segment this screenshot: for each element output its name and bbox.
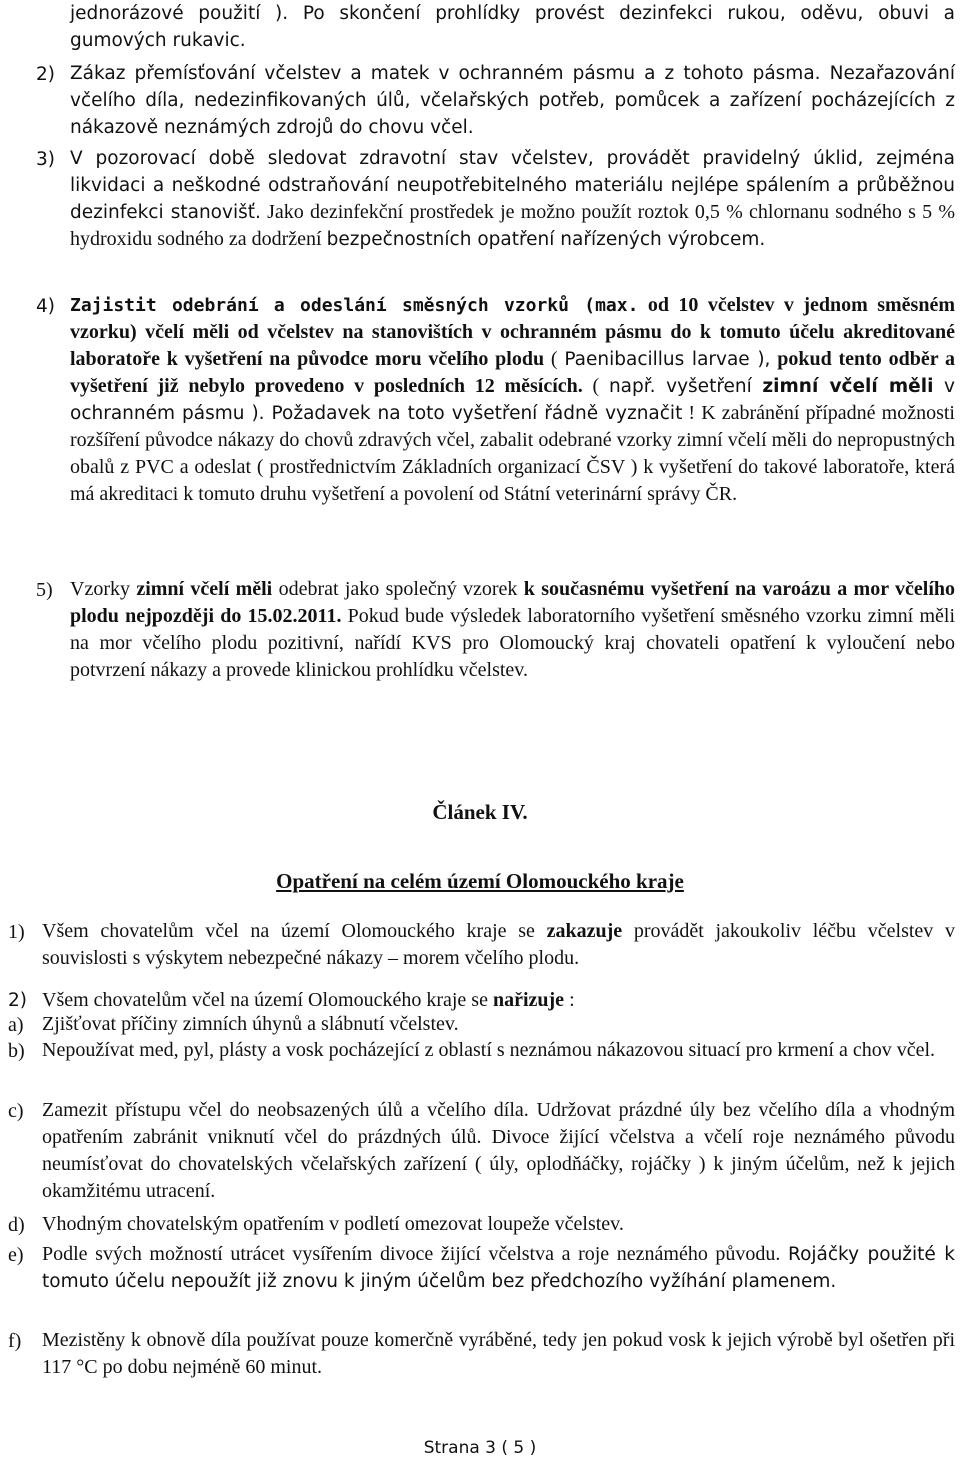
list-item-letter: d) bbox=[8, 1214, 25, 1236]
list-item-text: Všem chovatelům včel na území Olomouckého kraje se bbox=[42, 920, 547, 942]
list-item-letter: c) bbox=[8, 1100, 24, 1122]
list-item-f bbox=[42, 1327, 955, 1381]
item-4-text-d: např. vyšetření bbox=[608, 376, 763, 397]
item-4-bold-c: pokud tento odběr a vyšetření již nebylo provedeno v posledních 12 měsících. bbox=[70, 348, 955, 397]
list-item-text: Vhodným chovatelským opatřením v podletí omezovat loupeže včelstev. bbox=[42, 1213, 624, 1235]
page-footer: Strana 3 ( 5 ) bbox=[423, 1438, 537, 1458]
item-5-bold-b: k současnému vyšetření na varoázu a mor včelího plodu nejpozději do 15.02.2011. bbox=[70, 578, 956, 627]
list-item-letter: b) bbox=[8, 1040, 25, 1062]
list-item-letter: a) bbox=[8, 1014, 24, 1036]
list-item-bold: nařizuje bbox=[492, 989, 565, 1011]
list-item-number: 1) bbox=[8, 921, 25, 943]
paragraph-item-5 bbox=[70, 576, 955, 684]
paragraph-item-3 bbox=[70, 145, 955, 253]
item-4-text-e: v ochranném pásmu ). bbox=[70, 376, 955, 424]
paragraph-item-2 bbox=[70, 60, 955, 141]
item-2-text: Zákaz přemísťování včelstev a matek v ochranném pásmu a z tohoto pásma. Nezařazování včelího díla, nedezinfikovaných úlů, včelařských potřeb, pomůcek a zařízení pocházejících z nákazově neznámých zdrojů do chovu včel. bbox=[70, 63, 955, 138]
item-4-text-c: ( bbox=[582, 375, 609, 397]
item-4-text-f: Požadavek na toto vyšetření řádně vyznačit bbox=[271, 403, 683, 424]
list-item-text: Nepoužívat med, pyl, plásty a vosk pocházející z oblastí s neznámou nákazovou situací pro krmení a chov včel. bbox=[42, 1039, 936, 1061]
item-4-bold-d: zimní včelí měli bbox=[762, 376, 934, 397]
list-item-text-post: : bbox=[564, 989, 575, 1011]
list-item-bold: zakazuje bbox=[546, 920, 623, 942]
item-5-text-c: Pokud bude výsledek laboratorního vyšetření směsného vzorku zimní měli na mor včelího plodu pozitivní, nařídí KVS pro Olomoucký kraj chovateli opatření k vyloučení nebo potvrzení nákazy a provede klinickou prohlídku včelstev. bbox=[70, 605, 955, 681]
list-item-text-post: provádět jakoukoliv léčbu včelstev v souvislosti s výskytem nebezpečné nákazy – morem včelího plodu. bbox=[42, 920, 955, 969]
list-item-a bbox=[42, 1011, 955, 1038]
list-item-b bbox=[42, 1037, 955, 1064]
item-4-bold-a: Zajistit odebrání a odeslání směsných vzorků (max. bbox=[70, 295, 639, 316]
list-item-c bbox=[42, 1097, 955, 1205]
list-item-text-sans: Rojáčky použité k tomuto účelu nepoužít již znovu k jiným účelům bez předchozího vyžíhání plamenem. bbox=[42, 1244, 955, 1292]
paragraph-item-4 bbox=[70, 292, 955, 508]
list-item-1 bbox=[42, 918, 955, 972]
article-title: Článek IV. bbox=[432, 800, 528, 824]
item-number: 3) bbox=[36, 149, 55, 170]
list-item-text: Všem chovatelům včel na území Olomouckého kraje se bbox=[42, 989, 493, 1011]
item-number: 5) bbox=[36, 579, 53, 601]
item-5-text-b: odebrat jako společný vzorek bbox=[272, 578, 524, 600]
list-item-text: Zjišťovat příčiny zimních úhynů a slábnutí včelstev. bbox=[42, 1013, 459, 1035]
item-3-text-c: bezpečnostních opatření nařízených výrobcem. bbox=[326, 229, 766, 250]
item-number: 4) bbox=[36, 296, 55, 317]
item-4-text-b: Paenibacillus larvae ), bbox=[564, 349, 771, 370]
list-item-text: Zamezit přístupu včel do neobsazených úlů a včelího díla. Udržovat prázdné úly bez včelího díla a vhodným opatřením zabránit vniknutí včel do prázdných úlů. Divoce žijící včelstva a včelí roje neznámého původu neumísťovat do chovatelských včelařských zařízení ( úly, oplodňáčky, rojáčky ) k jiným účelům, než k jejich okamžitému utracení. bbox=[42, 1099, 955, 1202]
list-item-number: 2) bbox=[8, 990, 27, 1011]
continuation-text: jednorázové použití ). Po skončení prohlídky provést dezinfekci rukou, oděvu, obuvi a gumových rukavic. bbox=[70, 3, 955, 51]
paragraph-continuation bbox=[70, 0, 955, 54]
item-5-text-a: Vzorky bbox=[70, 578, 137, 600]
item-4-bold-b: od 10 včelstev v jednom směsném vzorku) včelí měli od včelstev na stanovištích v ochranném pásmu do k tomuto účelu akreditované laboratoře k vyšetření na původce moru včelího plodu bbox=[70, 294, 955, 370]
list-item-text: Podle svých možností utrácet vysířením divoce žijící včelstva a roje neznámého původu. bbox=[42, 1243, 781, 1265]
list-item-e bbox=[42, 1241, 955, 1295]
item-3-text-b: Jako dezinfekční prostředek je možno použít roztok 0,5 % chlornanu sodného s 5 % hydroxidu sodného za dodržení bbox=[70, 201, 955, 250]
item-4-text-a: ( bbox=[544, 348, 565, 370]
list-item-2 bbox=[42, 987, 955, 1014]
list-item-letter: f) bbox=[8, 1330, 22, 1352]
list-item-letter: e) bbox=[8, 1244, 24, 1266]
item-4-text-g: ! K zabránění případné možnosti rozšíření původce nákazy do chovů zdravých včel, zabalit odebrané vzorky zimní včelí měli do nepropustných obalů z PVC a odeslat ( prostřednictvím Základních organizací ČSV ) k vyšetření do takové laboratoře, která má akreditaci k tomuto druhu vyšetření a povolení od Státní veterinární správy ČR. bbox=[70, 402, 955, 505]
list-item-d bbox=[42, 1211, 955, 1238]
item-number: 2) bbox=[36, 64, 55, 85]
article-subtitle: Opatření na celém území Olomouckého kraje bbox=[276, 869, 684, 893]
item-3-text-a: V pozorovací době sledovat zdravotní stav včelstev, provádět pravidelný úklid, zejména likvidaci a neškodné odstraňování neupotřebitelného materiálu nejlépe spálením a průběžnou dezinfekci stanovišť. bbox=[70, 148, 955, 223]
item-5-bold-a: zimní včelí měli bbox=[136, 578, 273, 600]
list-item-text: Mezistěny k obnově díla používat pouze komerčně vyráběné, tedy jen pokud vosk k jejich výrobě byl ošetřen při 117 °C po dobu nejméně 60 minut. bbox=[42, 1329, 955, 1378]
